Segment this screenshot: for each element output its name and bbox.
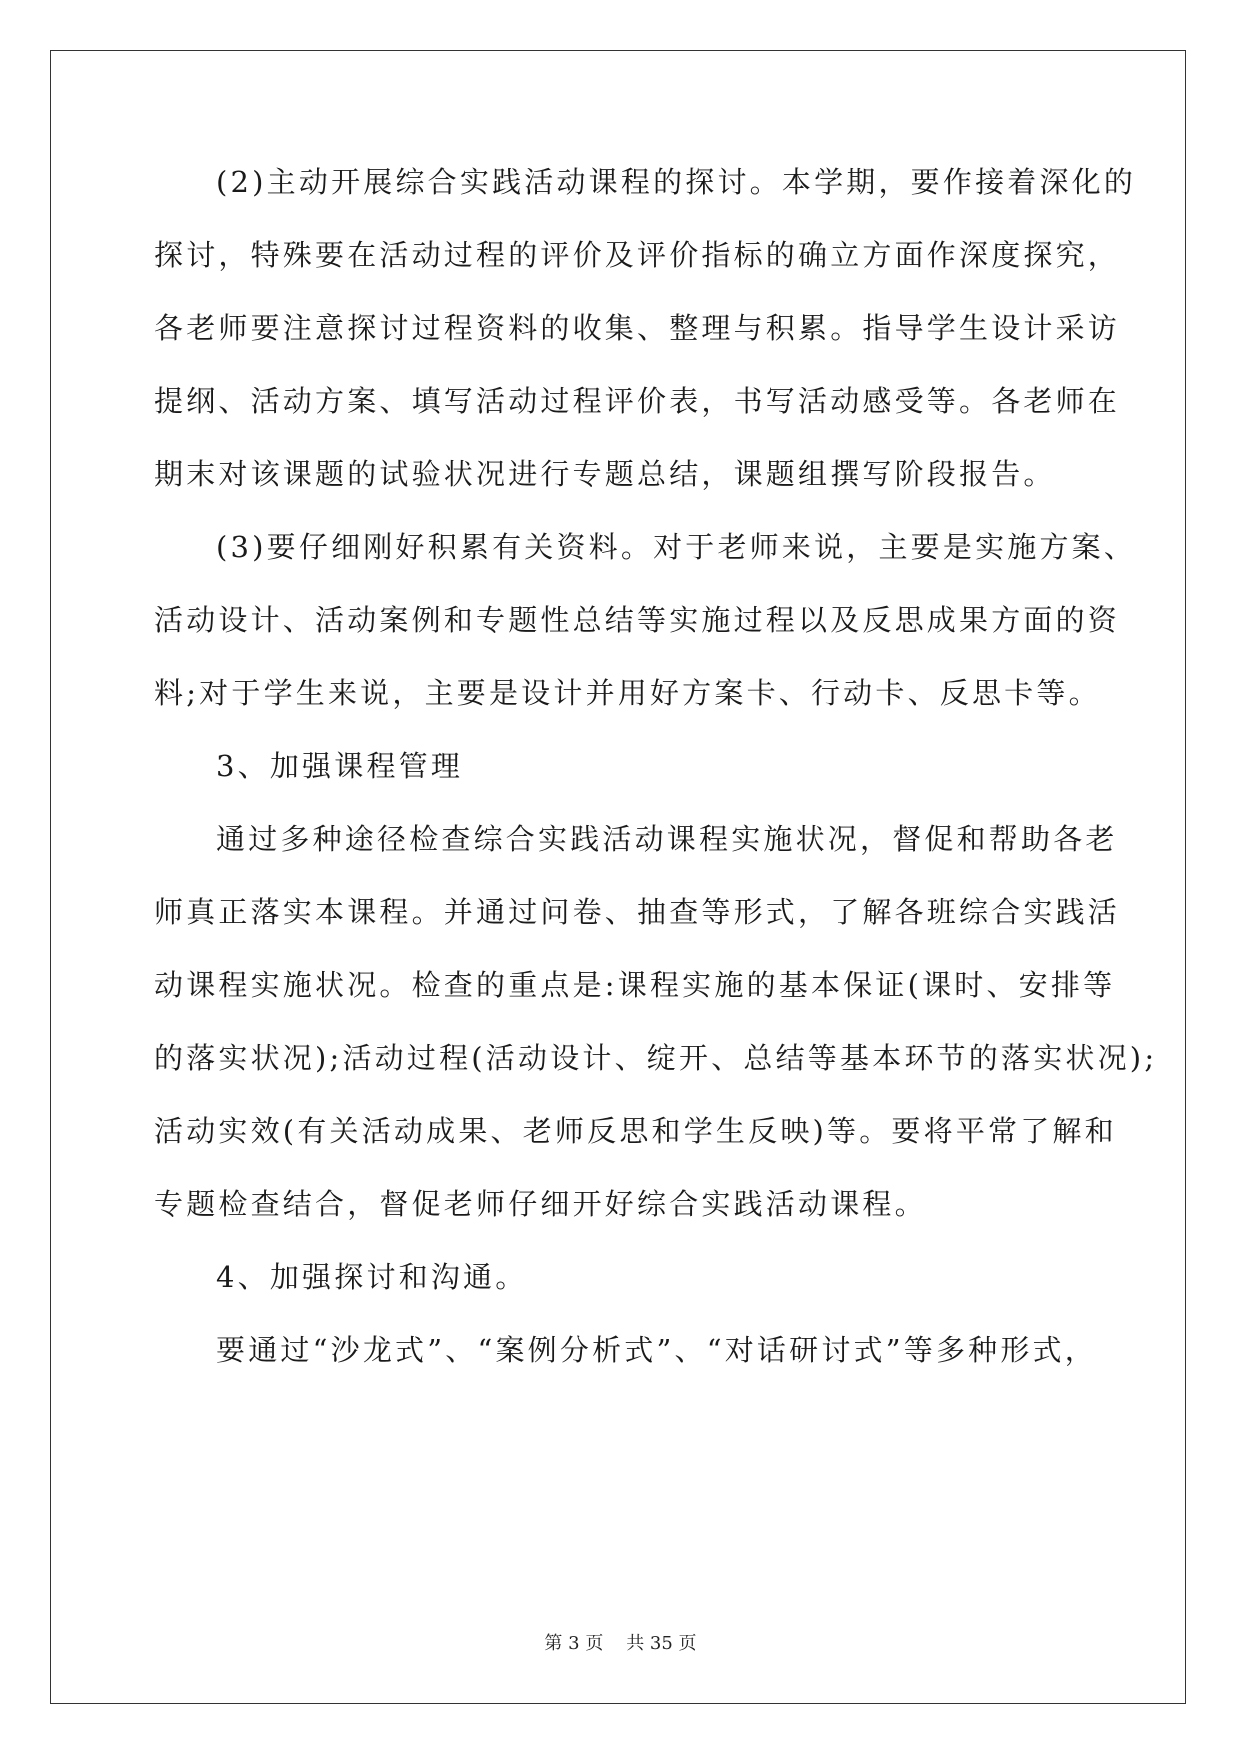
text-line: (3)要仔细刚好积累有关资料。对于老师来说，主要是实施方案、 (216, 530, 1137, 564)
text-line: (2)主动开展综合实践活动课程的探讨。本学期，要作接着深化的 (216, 165, 1137, 199)
section-heading: 3、加强课程管理 (216, 749, 464, 783)
text-line: 要通过“沙龙式”、“案例分析式”、“对话研讨式”等多种形式， (216, 1333, 1097, 1367)
text-line: 提纲、活动方案、填写活动过程评价表，书写活动感受等。各老师在 (154, 384, 1121, 418)
text-line: 期末对该课题的试验状况进行专题总结，课题组撰写阶段报告。 (154, 457, 1056, 491)
text-line: 通过多种途径检查综合实践活动课程实施状况，督促和帮助各老 (216, 822, 1118, 856)
text-line: 的落实状况);活动过程(活动设计、绽开、总结等基本环节的落实状况); (154, 1041, 1158, 1075)
text-line: 活动设计、活动案例和专题性总结等实施过程以及反思成果方面的资 (154, 603, 1121, 637)
text-line: 各老师要注意探讨过程资料的收集、整理与积累。指导学生设计采访 (154, 311, 1121, 345)
section-heading: 4、加强探讨和沟通。 (216, 1260, 528, 1294)
text-line: 探讨，特殊要在活动过程的评价及评价指标的确立方面作深度探究， (154, 238, 1121, 272)
text-line: 动课程实施状况。检查的重点是:课程实施的基本保证(课时、安排等 (154, 968, 1116, 1002)
text-line: 师真正落实本课程。并通过问卷、抽查等形式，了解各班综合实践活 (154, 895, 1121, 929)
page-frame (50, 50, 1186, 1704)
text-line: 专题检查结合，督促老师仔细开好综合实践活动课程。 (154, 1187, 927, 1221)
page-number-footer: 第 3 页 共 35 页 (544, 1633, 697, 1654)
text-line: 活动实效(有关活动成果、老师反思和学生反映)等。要将平常了解和 (154, 1114, 1117, 1148)
text-line: 料;对于学生来说，主要是设计并用好方案卡、行动卡、反思卡等。 (154, 676, 1101, 710)
